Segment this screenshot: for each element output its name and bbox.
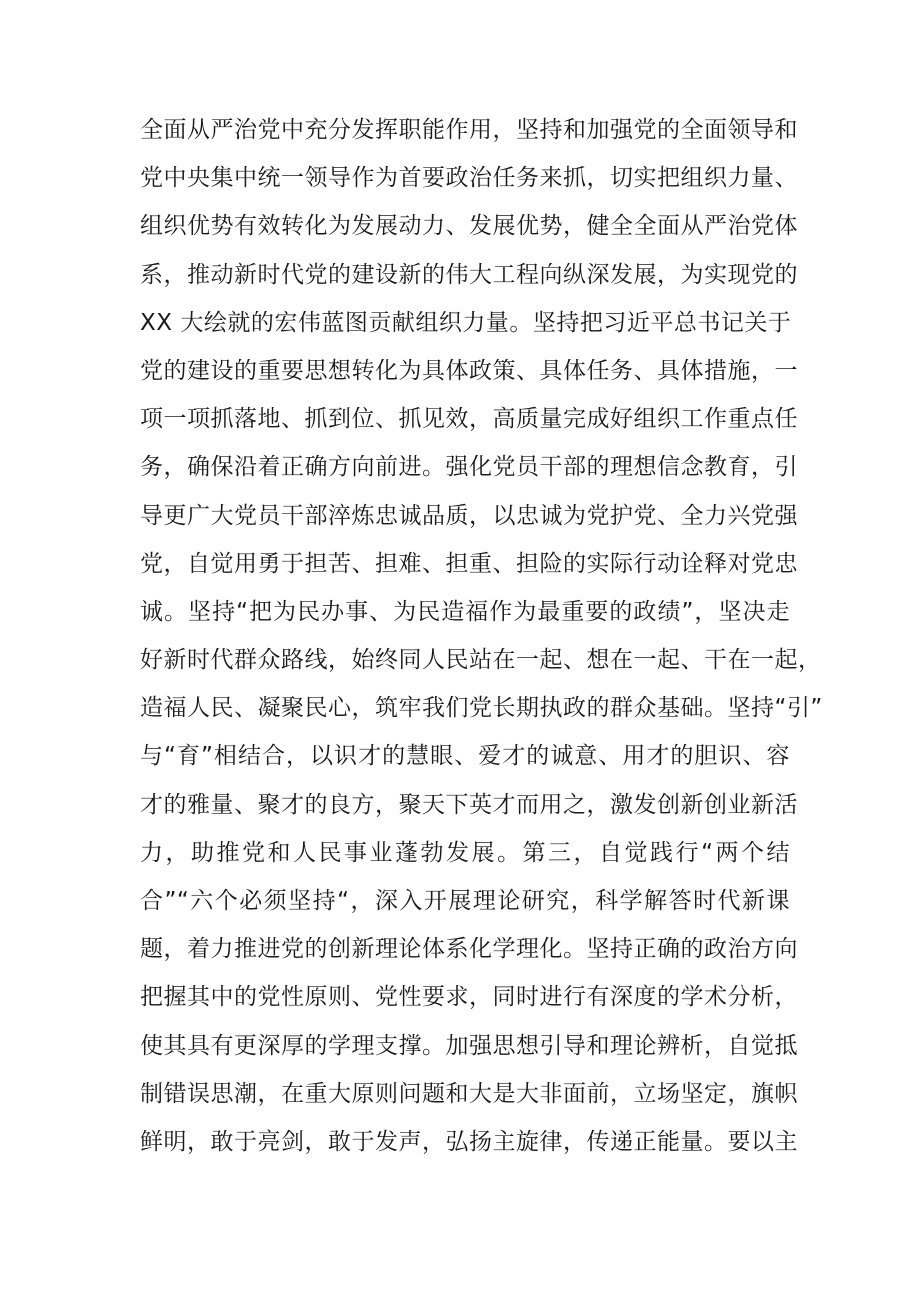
text-line-16: 力，助推党和人民事业蓬勃发展。第三，自觉践行“两个结 (140, 839, 790, 866)
text-line-6: 党的建设的重要思想转化为具体政策、具体任务、具体措施，一 (140, 357, 798, 384)
text-line-3: 组织优势有效转化为发展动力、发展优势，健全全面从严治党体 (140, 213, 798, 240)
text-line-2: 党中央集中统一领导作为首要政治任务来抓，切实把组织力量、 (140, 165, 798, 192)
text-line-19: 把握其中的党性原则、党性要求，同时进行有深度的学术分析， (140, 984, 798, 1011)
text-line-18: 题，着力推进党的创新理论体系化学理化。坚持正确的政治方向 (140, 936, 798, 963)
text-line-8: 务，确保沿着正确方向前进。强化党员干部的理想信念教育，引 (140, 454, 798, 481)
text-line-1: 全面从严治党中充分发挥职能作用，坚持和加强党的全面领导和 (140, 117, 798, 143)
text-line-17: 合”“六个必须坚持“，深入开展理论研究，科学解答时代新课 (140, 888, 790, 914)
text-line-11: 诚。坚持“把为民办事、为民造福作为最重要的政绩”，坚决走 (140, 598, 790, 625)
text-line-15: 才的雅量、聚才的良方，聚天下英才而用之，激发创新创业新活 (140, 791, 798, 818)
text-line-7: 项一项抓落地、抓到位、抓见效，高质量完成好组织工作重点任 (140, 406, 798, 433)
body-paragraph (140, 106, 823, 1166)
text-line-13: 造福人民、凝聚民心，筑牢我们党长期执政的群众基础。坚持“引” (140, 695, 823, 722)
text-line-9: 导更广大党员干部淬炼忠诚品质，以忠诚为党护党、全力兴党强 (140, 502, 798, 529)
text-line-10: 党，自觉用勇于担苦、担难、担重、担险的实际行动诠释对党忠 (140, 550, 798, 577)
text-line-20: 使其具有更深厚的学理支撑。加强思想引导和理论辨析，自觉抵 (140, 1032, 798, 1059)
text-line-22: 鲜明，敢于亮剑，敢于发声，弘扬主旋律，传递正能量。要以主 (140, 1128, 798, 1155)
text-line-4: 系，推动新时代党的建设新的伟大工程向纵深发展，为实现党的 (140, 261, 798, 288)
text-line-21: 制错误思潮，在重大原则问题和大是大非面前，立场坚定，旗帜 (140, 1080, 798, 1107)
text-line-14: 与“育”相结合，以识才的慧眼、爱才的诚意、用才的胆识、容 (140, 743, 790, 770)
text-line-12: 好新时代群众路线，始终同人民站在一起、想在一起、干在一起， (140, 647, 822, 674)
text-line-5: XX 大绘就的宏伟蓝图贡献组织力量。坚持把习近平总书记关于 (140, 309, 792, 336)
